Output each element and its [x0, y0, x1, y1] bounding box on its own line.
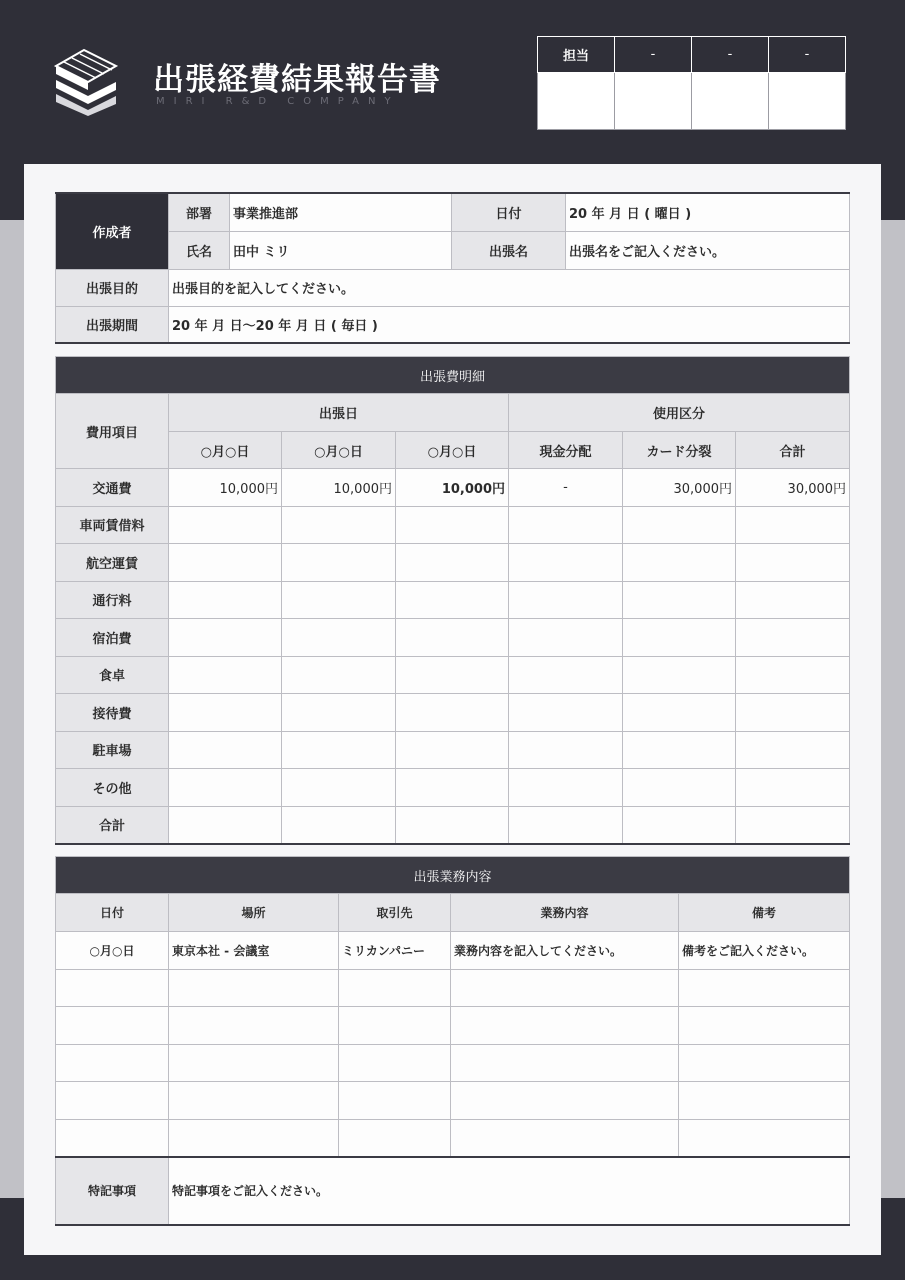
expense-cell[interactable] [623, 656, 736, 694]
expense-rows [56, 469, 850, 844]
approval-stamp-box[interactable] [769, 73, 846, 130]
business-cell[interactable] [339, 1082, 451, 1120]
usage-column-header: カード分裂 [623, 432, 736, 469]
business-cell[interactable] [679, 969, 850, 1007]
trip-name-field[interactable]: 出張名をご記入ください。 [566, 231, 850, 269]
business-column-header: 日付 [56, 894, 169, 932]
expense-item-label: 宿泊費 [56, 619, 169, 657]
expense-item-label: 交通費 [56, 469, 169, 507]
expense-cell[interactable] [169, 731, 282, 769]
business-cell[interactable] [56, 1082, 169, 1120]
business-column-header: 備考 [679, 894, 850, 932]
expense-item-label: 車両賃借料 [56, 506, 169, 544]
expense-cell[interactable] [623, 544, 736, 582]
business-cell[interactable] [339, 969, 451, 1007]
expense-cell[interactable] [396, 619, 509, 657]
expense-item-label: 航空運賃 [56, 544, 169, 582]
usage-header: 使用区分 [509, 394, 850, 432]
usage-column-header: 合計 [736, 432, 850, 469]
expense-cell[interactable] [509, 656, 623, 694]
expense-cell[interactable] [736, 544, 850, 582]
expense-cell[interactable] [509, 619, 623, 657]
author-label: 作成者 [56, 193, 169, 269]
business-cell[interactable] [169, 1044, 339, 1082]
expense-cell[interactable] [509, 506, 623, 544]
day-column-header: ○月○日 [396, 432, 509, 469]
expense-cell[interactable] [623, 506, 736, 544]
business-cell[interactable] [339, 1044, 451, 1082]
business-cell[interactable] [679, 1044, 850, 1082]
name-field[interactable]: 田中 ミリ [230, 231, 452, 269]
trip-days-header: 出張日 [169, 394, 509, 432]
expense-cell[interactable] [396, 581, 509, 619]
day-column-header: ○月○日 [282, 432, 396, 469]
expense-cell[interactable]: - [509, 469, 623, 507]
notes-label: 特記事項 [56, 1157, 169, 1225]
expense-cell[interactable] [169, 769, 282, 807]
business-cell[interactable] [451, 1119, 679, 1157]
date-label: 日付 [452, 193, 566, 231]
business-cell[interactable] [169, 969, 339, 1007]
business-cell[interactable] [56, 969, 169, 1007]
expense-cell[interactable] [736, 619, 850, 657]
period-field[interactable]: 20 年 月 日〜20 年 月 日 ( 毎日 ) [169, 306, 850, 343]
approval-column: - [769, 37, 846, 73]
business-cell[interactable] [451, 969, 679, 1007]
approval-stamp-box[interactable] [692, 73, 769, 130]
dept-field[interactable]: 事業推進部 [230, 193, 452, 231]
expense-cell[interactable] [736, 506, 850, 544]
business-cell[interactable] [56, 1044, 169, 1082]
expense-cell[interactable] [509, 544, 623, 582]
expense-item-label: 合計 [56, 806, 169, 844]
expense-cell[interactable] [169, 619, 282, 657]
company-logo-icon [54, 46, 118, 116]
expense-cell[interactable]: 30,000円 [736, 469, 850, 507]
business-column-header: 取引先 [339, 894, 451, 932]
expense-item-label: 食卓 [56, 656, 169, 694]
expense-cell[interactable] [396, 544, 509, 582]
expense-cell[interactable] [282, 581, 396, 619]
business-table [55, 856, 850, 1226]
expense-cell[interactable] [396, 769, 509, 807]
purpose-label: 出張目的 [56, 269, 169, 306]
expense-cell[interactable] [509, 581, 623, 619]
business-cell[interactable]: ミリカンパニー [339, 932, 451, 970]
expense-cell[interactable] [736, 694, 850, 732]
purpose-field[interactable]: 出張目的を記入してください。 [169, 269, 850, 306]
expense-table [55, 356, 850, 845]
expense-item-header: 費用項目 [56, 394, 169, 469]
business-cell[interactable] [56, 1119, 169, 1157]
expense-cell[interactable] [623, 769, 736, 807]
business-cell[interactable] [56, 1007, 169, 1045]
expense-item-label: 通行料 [56, 581, 169, 619]
business-cell[interactable]: 東京本社 - 会議室 [169, 932, 339, 970]
company-name: MIRI R&D COMPANY [156, 96, 400, 107]
expense-cell[interactable] [623, 694, 736, 732]
notes-field[interactable]: 特記事項をご記入ください。 [169, 1157, 850, 1225]
expense-cell[interactable] [169, 581, 282, 619]
business-cell[interactable] [169, 1007, 339, 1045]
expense-item-label: 接待費 [56, 694, 169, 732]
expense-banner: 出張費明細 [56, 357, 850, 394]
expense-cell[interactable] [623, 731, 736, 769]
expense-cell[interactable] [396, 731, 509, 769]
expense-cell[interactable] [736, 806, 850, 844]
document-title: 出張経費結果報告書 [153, 62, 441, 98]
business-cell[interactable]: 備考をご記入ください。 [679, 932, 850, 970]
business-rows [56, 932, 850, 1157]
expense-cell[interactable] [282, 731, 396, 769]
expense-cell[interactable] [736, 731, 850, 769]
approval-stamp-table [537, 36, 846, 130]
date-field[interactable]: 20 年 月 日 ( 曜日 ) [566, 193, 850, 231]
expense-cell[interactable] [169, 694, 282, 732]
expense-cell[interactable] [169, 544, 282, 582]
business-cell[interactable]: 業務内容を記入してください。 [451, 932, 679, 970]
expense-cell[interactable] [623, 581, 736, 619]
expense-cell[interactable] [736, 581, 850, 619]
expense-cell[interactable] [396, 656, 509, 694]
approval-stamp-box[interactable] [538, 73, 615, 130]
expense-cell[interactable] [282, 506, 396, 544]
name-label: 氏名 [169, 231, 230, 269]
business-banner: 出張業務内容 [56, 857, 850, 894]
business-column-header: 業務内容 [451, 894, 679, 932]
approval-stamp-box[interactable] [615, 73, 692, 130]
expense-cell[interactable] [282, 619, 396, 657]
approval-label: 担当 [538, 37, 615, 73]
business-cell[interactable] [451, 1007, 679, 1045]
expense-cell[interactable] [509, 806, 623, 844]
expense-cell[interactable] [736, 656, 850, 694]
expense-cell[interactable] [623, 619, 736, 657]
author-info-table [55, 192, 850, 344]
business-column-header: 場所 [169, 894, 339, 932]
expense-cell[interactable] [282, 806, 396, 844]
business-cell[interactable] [451, 1044, 679, 1082]
day-column-header: ○月○日 [169, 432, 282, 469]
expense-cell[interactable] [509, 694, 623, 732]
expense-item-label: その他 [56, 769, 169, 807]
expense-cell[interactable]: 30,000円 [623, 469, 736, 507]
expense-cell[interactable] [169, 656, 282, 694]
business-cell[interactable] [339, 1007, 451, 1045]
dept-label: 部署 [169, 193, 230, 231]
expense-cell[interactable]: 10,000円 [396, 469, 509, 507]
expense-cell[interactable]: 10,000円 [282, 469, 396, 507]
expense-cell[interactable] [509, 731, 623, 769]
approval-column: - [692, 37, 769, 73]
expense-cell[interactable] [396, 806, 509, 844]
expense-cell[interactable]: 10,000円 [169, 469, 282, 507]
expense-cell[interactable] [623, 806, 736, 844]
expense-cell[interactable] [282, 656, 396, 694]
expense-cell[interactable] [282, 769, 396, 807]
expense-cell[interactable] [282, 544, 396, 582]
business-cell[interactable] [451, 1082, 679, 1120]
business-cell[interactable] [339, 1119, 451, 1157]
business-cell[interactable]: ○月○日 [56, 932, 169, 970]
expense-cell[interactable] [396, 506, 509, 544]
expense-cell[interactable] [282, 694, 396, 732]
business-cell[interactable] [169, 1119, 339, 1157]
expense-cell[interactable] [509, 769, 623, 807]
business-cell[interactable] [679, 1119, 850, 1157]
business-cell[interactable] [679, 1082, 850, 1120]
approval-column: - [615, 37, 692, 73]
expense-item-label: 駐車場 [56, 731, 169, 769]
period-label: 出張期間 [56, 306, 169, 343]
expense-cell[interactable] [396, 694, 509, 732]
business-cell[interactable] [679, 1007, 850, 1045]
business-cell[interactable] [169, 1082, 339, 1120]
expense-cell[interactable] [736, 769, 850, 807]
expense-cell[interactable] [169, 806, 282, 844]
expense-cell[interactable] [169, 506, 282, 544]
usage-column-header: 現金分配 [509, 432, 623, 469]
trip-name-label: 出張名 [452, 231, 566, 269]
